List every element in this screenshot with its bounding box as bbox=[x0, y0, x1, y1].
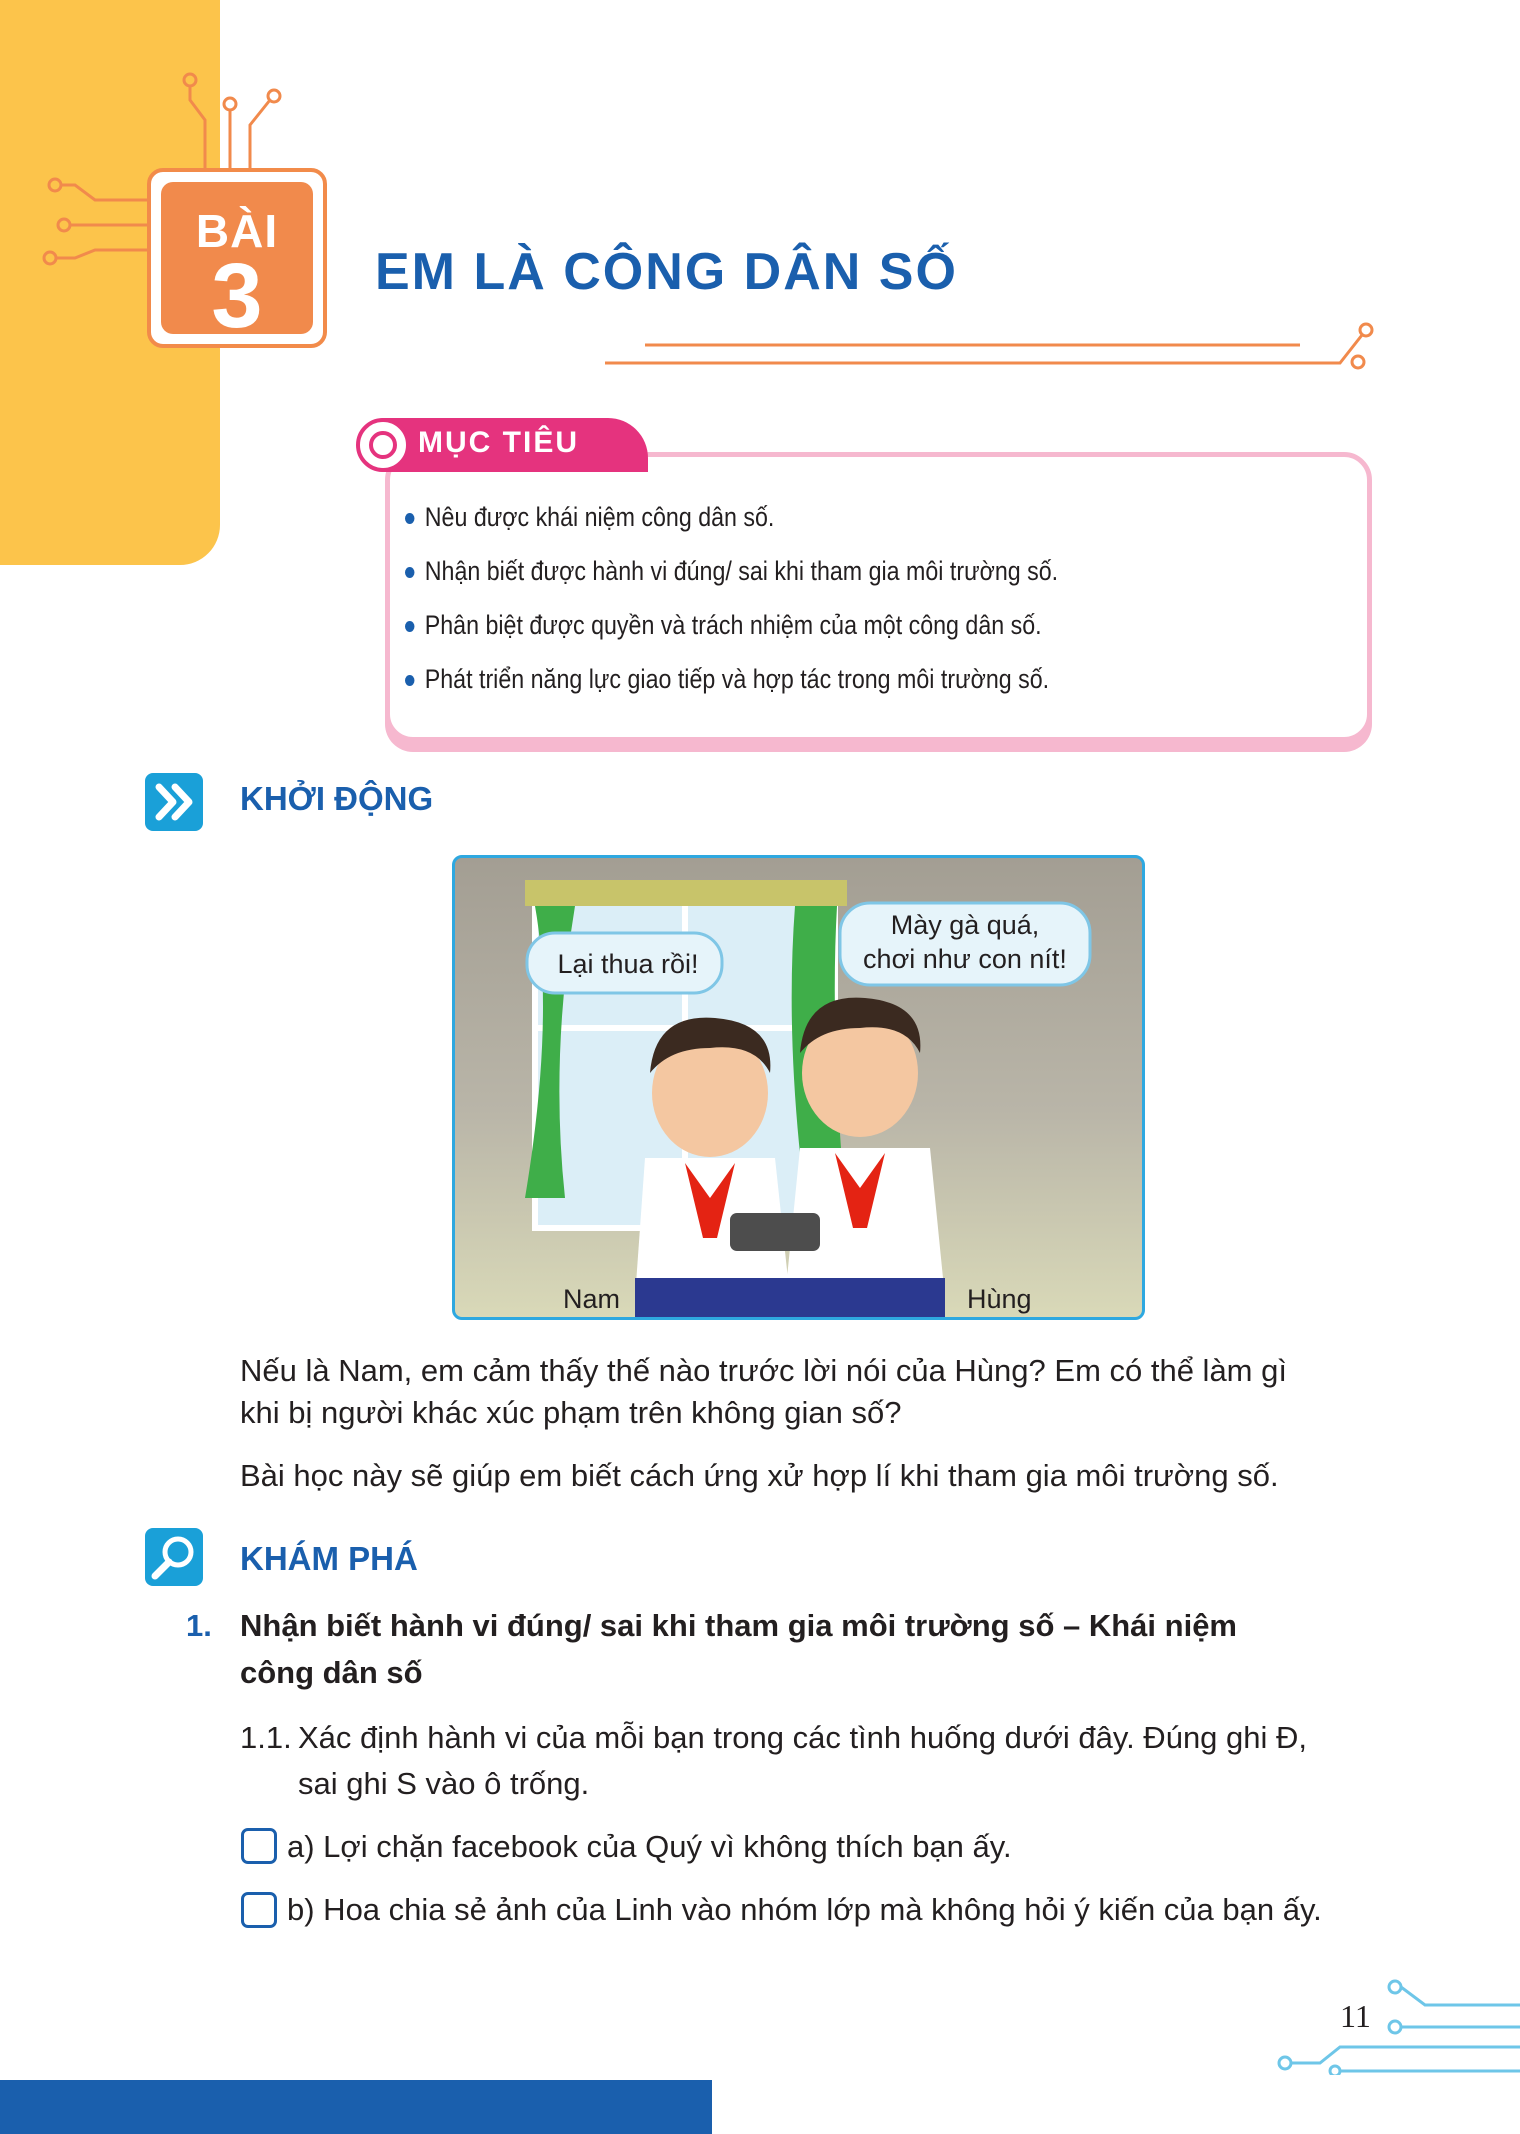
item-title-line1: Nhận biết hành vi đúng/ sai khi tham gia môi trường số – Khái niệm bbox=[240, 1608, 1237, 1643]
explore-heading: KHÁM PHÁ bbox=[240, 1540, 418, 1577]
objective-item: Phân biệt được quyền và trách nhiệm của một công dân số. bbox=[405, 598, 1058, 652]
warmup-heading: KHỞI ĐỘNG bbox=[240, 780, 434, 817]
objectives-heading: MỤC TIÊU bbox=[418, 426, 579, 459]
sub-text-line2: sai ghi S vào ô trống. bbox=[298, 1766, 590, 1801]
answer-checkbox-b[interactable] bbox=[241, 1892, 277, 1928]
bullet-icon bbox=[405, 513, 414, 524]
warmup-question-line1: Nếu là Nam, em cảm thấy thế nào trước lời nói của Hùng? Em có thể làm gì bbox=[240, 1353, 1287, 1388]
speech-bubble-nam: Lại thua rồi! bbox=[557, 949, 699, 979]
label-hung: Hùng bbox=[967, 1284, 1032, 1314]
lesson-badge bbox=[147, 168, 327, 348]
circuit-decoration-bottom bbox=[1250, 1975, 1520, 2075]
label-nam: Nam bbox=[563, 1284, 621, 1314]
target-icon bbox=[356, 418, 410, 472]
sub-text-line1: Xác định hành vi của mỗi bạn trong các tình huống dưới đây. Đúng ghi Đ, bbox=[298, 1720, 1308, 1755]
objectives-list bbox=[405, 490, 1164, 706]
double-chevron-icon bbox=[145, 773, 203, 831]
bullet-icon bbox=[405, 621, 414, 632]
lesson-number: 3 bbox=[211, 245, 263, 347]
warmup-intro: Bài học này sẽ giúp em biết cách ứng xử hợp lí khi tham gia môi trường số. bbox=[240, 1458, 1279, 1493]
sub-number: 1.1. bbox=[240, 1720, 292, 1755]
page-number: 11 bbox=[1340, 1998, 1371, 2034]
item-number: 1. bbox=[186, 1608, 212, 1643]
objective-item: Nhận biết được hành vi đúng/ sai khi tham gia môi trường số. bbox=[405, 544, 1058, 598]
bottom-blue-bar bbox=[0, 2080, 712, 2134]
bullet-icon bbox=[405, 567, 414, 578]
option-a: a) Lợi chặn facebook của Quý vì không thích bạn ấy. bbox=[287, 1829, 1012, 1864]
speech-bubble-hung-line2: chơi như con nít! bbox=[863, 944, 1067, 974]
lesson-title: EM LÀ CÔNG DÂN SỐ bbox=[375, 243, 958, 301]
speech-bubble-hung-line1: Mày gà quá, bbox=[890, 910, 1040, 940]
option-b: b) Hoa chia sẻ ảnh của Linh vào nhóm lớp mà không hỏi ý kiến của bạn ấy. bbox=[287, 1892, 1322, 1927]
lesson-word: BÀI bbox=[195, 205, 279, 257]
objective-item: Phát triển năng lực giao tiếp và hợp tác trong môi trường số. bbox=[405, 652, 1058, 706]
answer-checkbox-a[interactable] bbox=[241, 1828, 277, 1864]
comic-illustration bbox=[452, 855, 1145, 1320]
item-title-line2: công dân số bbox=[240, 1655, 423, 1690]
magnifier-icon bbox=[145, 1528, 203, 1586]
objective-item: Nêu được khái niệm công dân số. bbox=[405, 490, 1058, 544]
bullet-icon bbox=[405, 675, 414, 686]
warmup-question-line2: khi bị người khác xúc phạm trên không gian số? bbox=[240, 1395, 902, 1430]
